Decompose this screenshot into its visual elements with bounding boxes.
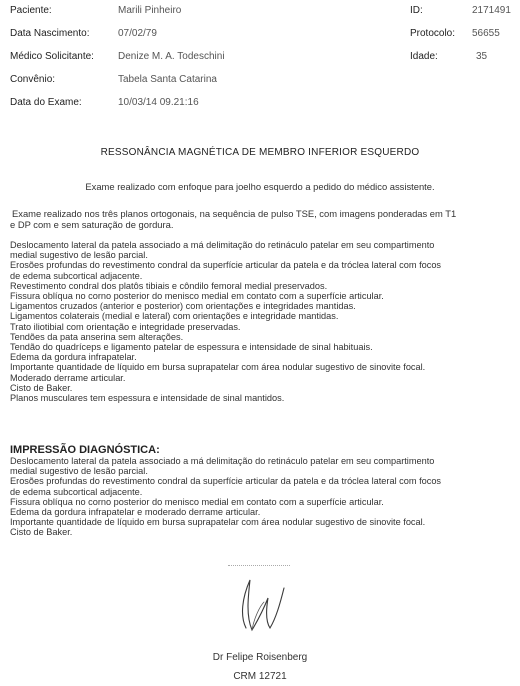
insurance-value: Tabela Santa Catarina — [118, 74, 217, 85]
finding-line: Moderado derrame articular. — [10, 372, 126, 383]
impression-line: Importante quantidade de líquido em bursa suprapatelar com área nodular sugestivo de sinovite focal. — [10, 517, 426, 528]
finding-line: Deslocamento lateral da patela associado a má delimitação do retináculo patelar em seu compartimento — [10, 240, 435, 250]
finding-line: Fissura oblíqua no corno posterior do menisco medial em contato com a superfície articular. — [10, 291, 384, 302]
finding-line: Ligamentos cruzados (anterior e posterior) com orientações e integridades mantidas. — [10, 301, 356, 312]
birth-label: Data Nascimento: — [10, 28, 90, 39]
patient-label: Paciente: — [10, 5, 52, 16]
requesting-doctor-label: Médico Solicitante: — [10, 51, 94, 62]
finding-line: Erosões profundas do revestimento condral da superfície articular da patela e da tróclea lateral com focos — [10, 260, 442, 271]
insurance-label: Convênio: — [10, 74, 56, 85]
id-label: ID: — [410, 5, 423, 16]
finding-line: Importante quantidade de líquido em bursa suprapatelar com área nodular sugestivo de sinovite focal. — [10, 362, 426, 373]
exam-date-value: 10/03/14 09.21:16 — [118, 97, 199, 108]
impression-line: de edema subcortical adjacente. — [10, 486, 143, 497]
finding-line: Cisto de Baker. — [10, 382, 73, 393]
age-label: Idade: — [410, 51, 438, 62]
finding-line: Ligamentos colaterais (medial e lateral) com orientações e integridade mantidas. — [10, 311, 339, 322]
technique-text-line2: e DP com e sem saturação de gordura. — [10, 219, 174, 230]
impression-heading: IMPRESSÃO DIAGNÓSTICA: — [10, 444, 160, 456]
impression-line: Cisto de Baker. — [10, 527, 73, 538]
exam-date-label: Data do Exame: — [10, 97, 82, 108]
requesting-doctor-value: Denize M. A. Todeschini — [118, 51, 225, 62]
age-value: 35 — [476, 51, 488, 62]
impression-line: medial sugestivo de lesão parcial. — [10, 466, 148, 477]
birth-value: 07/02/79 — [118, 28, 157, 39]
findings-list — [10, 240, 510, 403]
patient-value: Marili Pinheiro — [118, 5, 182, 16]
signing-doctor-crm: CRM 12721 — [233, 671, 287, 682]
protocol-label: Protocolo: — [410, 28, 456, 39]
impression-list — [10, 456, 510, 538]
signature-line — [228, 565, 290, 566]
finding-line: Revestimento condral dos platôs tibiais e côndilo femoral medial preservados. — [10, 280, 328, 291]
finding-line: Edema da gordura infrapatelar. — [10, 352, 137, 363]
finding-line: Planos musculares tem espessura e intensidade de sinal mantidos. — [10, 393, 285, 404]
id-value: 2171491 — [472, 5, 511, 16]
finding-line: Tendão do quadríceps e ligamento patelar de espessura e intensidade de sinal habituais. — [10, 342, 373, 353]
impression-line: Erosões profundas do revestimento condral da superfície articular da patela e da tróclea lateral com focos — [10, 476, 442, 487]
impression-line: Edema da gordura infrapatelar e moderado derrame articular. — [10, 507, 261, 518]
finding-line: de edema subcortical adjacente. — [10, 270, 143, 281]
protocol-value: 56655 — [472, 28, 500, 39]
handwritten-signature — [222, 568, 302, 640]
technique-text-line1: Exame realizado nos três planos ortogonais, na sequência de pulso TSE, com imagens ponderadas em T1 — [12, 208, 457, 219]
finding-line: Trato iliotibial com orientação e integridade preservadas. — [10, 321, 241, 332]
report-title: RESSONÂNCIA MAGNÉTICA DE MEMBRO INFERIOR ESQUERDO — [100, 147, 420, 158]
signing-doctor-name: Dr Felipe Roisenberg — [212, 652, 308, 663]
impression-line: Fissura oblíqua no corno posterior do menisco medial em contato com a superfície articular. — [10, 496, 384, 507]
exam-focus-text: Exame realizado com enfoque para joelho esquerdo a pedido do médico assistente. — [85, 181, 435, 192]
finding-line: Tendões da pata anserina sem alterações. — [10, 331, 184, 342]
finding-line: medial sugestivo de lesão parcial. — [10, 250, 148, 261]
impression-line: Deslocamento lateral da patela associado a má delimitação do retináculo patelar em seu compartimento — [10, 456, 435, 466]
